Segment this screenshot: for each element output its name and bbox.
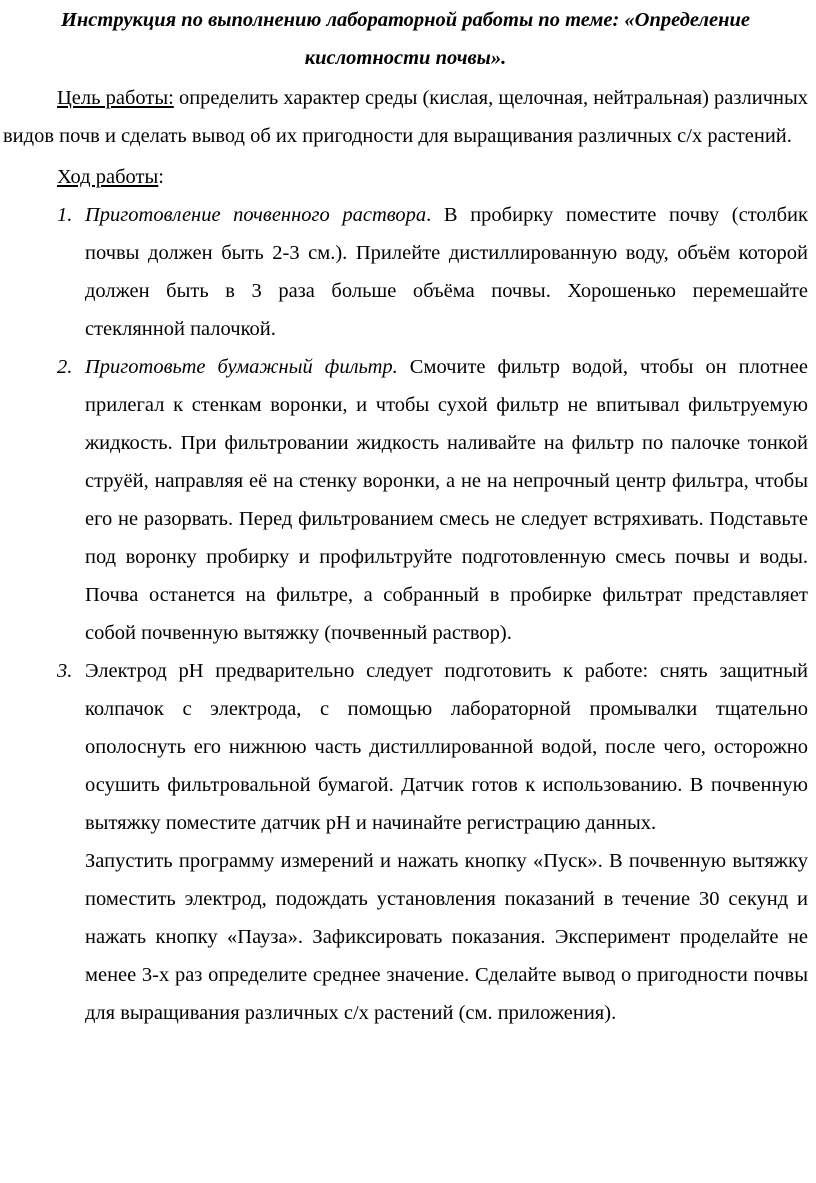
step-number: 1.	[57, 204, 73, 226]
procedure-label: Ход работы	[57, 166, 159, 188]
step-heading: Приготовление почвенного раствора	[85, 204, 427, 226]
step-text: Смочите фильтр водой, чтобы он плотнее прилегал к стенкам воронки, и чтобы сухой фильтр не впитывал фильтруемую жидкость. При фильтровании жидкость наливайте на фильтр по палочке тонкой струёй, направляя её на стенку воронки, а не на непрочный центр фильтра, чтобы его не разорвать. Перед фильтрованием смесь не следует встряхивать. Подставьте под воронку пробирку и профильтруйте подготовленную смесь почвы и воды. Почва останется на фильтре, а собранный в пробирке фильтрат представляет собой почвенную вытяжку (почвенный раствор).	[85, 356, 808, 644]
document-title: Инструкция по выполнению лабораторной работы по теме: «Определение кислотности почвы».	[60, 9, 750, 69]
goal-label: Цель работы:	[57, 87, 174, 109]
goal-text: определить характер среды (кислая, щелочная, нейтральная) различных видов почв и сделать вывод об их пригодности для выращивания различных с/х растений.	[3, 87, 808, 147]
list-item	[3, 652, 808, 842]
list-item	[3, 196, 808, 348]
continuation-paragraph: Запустить программу измерений и нажать кнопку «Пуск». В почвенную вытяжку поместить электрод, подождать установления показаний в течение 30 секунд и нажать кнопку «Пауза». Зафиксировать показания. Эксперимент проделайте не менее 3-х раз определите среднее значение. Сделайте вывод о пригодности почвы для выращивания различных с/х растений (см. приложения).	[85, 850, 808, 1024]
procedure-heading	[3, 158, 808, 196]
step-number: 2.	[57, 356, 73, 378]
list-item	[3, 348, 808, 652]
procedure-colon: :	[158, 166, 164, 188]
steps-list	[3, 196, 808, 842]
step-heading: Приготовьте бумажный фильтр.	[85, 356, 398, 378]
step-number: 3.	[57, 660, 73, 682]
step-text: . В пробирку поместите почву (столбик почвы должен быть 2-3 см.). Прилейте дистиллированную воду, объём которой должен быть в 3 раза больше объёма почвы. Хорошенько перемешайте стеклянной палочкой.	[85, 204, 808, 340]
goal-paragraph	[3, 79, 808, 155]
step-text: Электрод рН предварительно следует подготовить к работе: снять защитный колпачок с электрода, с помощью лабораторной промывалки тщательно ополоснуть его нижнюю часть дистиллированной водой, после чего, осторожно осушить фильтровальной бумагой. Датчик готов к использованию. В почвенную вытяжку поместите датчик рН и начинайте регистрацию данных.	[85, 660, 808, 834]
